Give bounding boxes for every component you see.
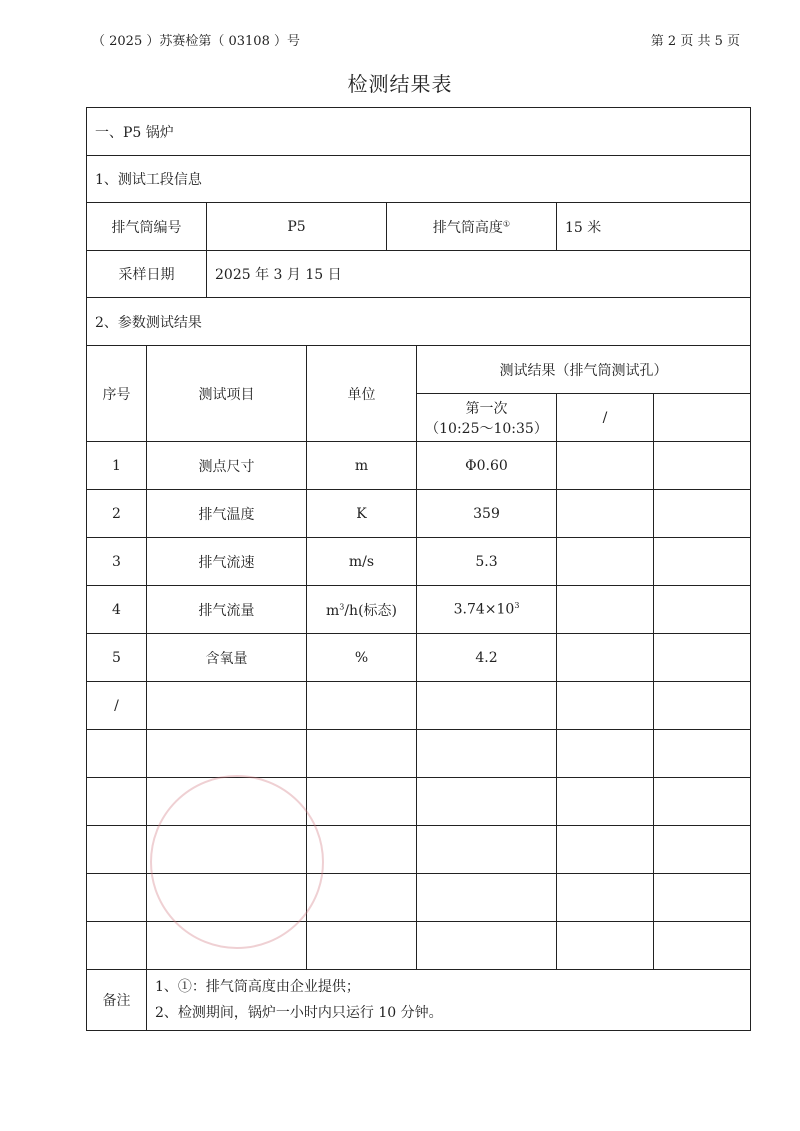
section-params-heading: 2、参数测试结果 — [87, 298, 751, 346]
row-value: 5.3 — [417, 538, 557, 586]
table-row — [87, 442, 751, 490]
page-title: 检测结果表 — [347, 72, 453, 96]
row-seq: 2 — [87, 490, 147, 538]
stack-no-label: 排气筒编号 — [87, 203, 207, 251]
table-row — [87, 538, 751, 586]
remarks-content — [147, 970, 751, 1031]
row-empty-cell — [557, 634, 654, 682]
empty-row — [87, 778, 751, 826]
row-value — [417, 682, 557, 730]
row-seq: 3 — [87, 538, 147, 586]
row-empty-cell — [654, 442, 751, 490]
row-empty-cell — [654, 682, 751, 730]
row-seq: 4 — [87, 586, 147, 634]
empty-row — [87, 826, 751, 874]
row-unit — [307, 682, 417, 730]
remark-line: 1、①：排气筒高度由企业提供； — [155, 979, 360, 995]
row-empty-cell — [557, 682, 654, 730]
header-first-run: 第一次 （10:25～10:35） — [417, 394, 557, 442]
row-unit: m — [307, 442, 417, 490]
row-value: $3.74\times 10^3$ — [417, 586, 557, 634]
table-row — [87, 490, 751, 538]
header-unit: 单位 — [307, 346, 417, 442]
empty-row — [87, 730, 751, 778]
note-marker: ① — [502, 218, 511, 228]
sample-date-value: 2025 年 3 月 15 日 — [207, 251, 751, 298]
results-table — [86, 107, 751, 1031]
row-empty-cell — [557, 538, 654, 586]
row-empty-cell — [557, 442, 654, 490]
row-item: 排气流速 — [147, 538, 307, 586]
row-unit: m/s — [307, 538, 417, 586]
stack-height-value: 15 米 — [557, 203, 751, 251]
row-value: Φ0.60 — [417, 442, 557, 490]
table-row — [87, 682, 751, 730]
header-item: 测试项目 — [147, 346, 307, 442]
empty-row — [87, 874, 751, 922]
section-info-heading: 1、测试工段信息 — [87, 156, 751, 203]
row-unit: % — [307, 634, 417, 682]
row-empty-cell — [654, 538, 751, 586]
stack-no-value: P5 — [207, 203, 387, 251]
row-value: 4.2 — [417, 634, 557, 682]
sample-date-label: 采样日期 — [87, 251, 207, 298]
row-seq: / — [87, 682, 147, 730]
row-item: 测点尺寸 — [147, 442, 307, 490]
row-item: 排气流量 — [147, 586, 307, 634]
row-unit: K — [307, 490, 417, 538]
row-empty-cell — [654, 634, 751, 682]
header-second-run: / — [557, 394, 654, 442]
row-empty-cell — [557, 586, 654, 634]
row-empty-cell — [557, 490, 654, 538]
stack-height-label: 排气筒高度① — [387, 203, 557, 251]
report-number: （ 2025 ）苏赛检第（ 03108 ）号 — [92, 34, 300, 49]
empty-row — [87, 922, 751, 970]
header-third-run — [654, 394, 751, 442]
row-item: 含氧量 — [147, 634, 307, 682]
row-empty-cell — [654, 490, 751, 538]
row-empty-cell — [654, 586, 751, 634]
header-result: 测试结果（排气筒测试孔） — [417, 346, 751, 394]
row-item: 排气温度 — [147, 490, 307, 538]
section-boiler: 一、P5 锅炉 — [87, 108, 751, 156]
row-item — [147, 682, 307, 730]
row-value: 359 — [417, 490, 557, 538]
row-unit: $m^3/h$(标态) — [307, 586, 417, 634]
header-seq: 序号 — [87, 346, 147, 442]
page-indicator: 第 2 页 共 5 页 — [650, 34, 740, 49]
remark-line: 2、检测期间，锅炉一小时内只运行 10 分钟。 — [155, 1005, 443, 1021]
table-row — [87, 634, 751, 682]
table-row — [87, 586, 751, 634]
row-seq: 5 — [87, 634, 147, 682]
remarks-label: 备注 — [87, 970, 147, 1031]
row-seq: 1 — [87, 442, 147, 490]
